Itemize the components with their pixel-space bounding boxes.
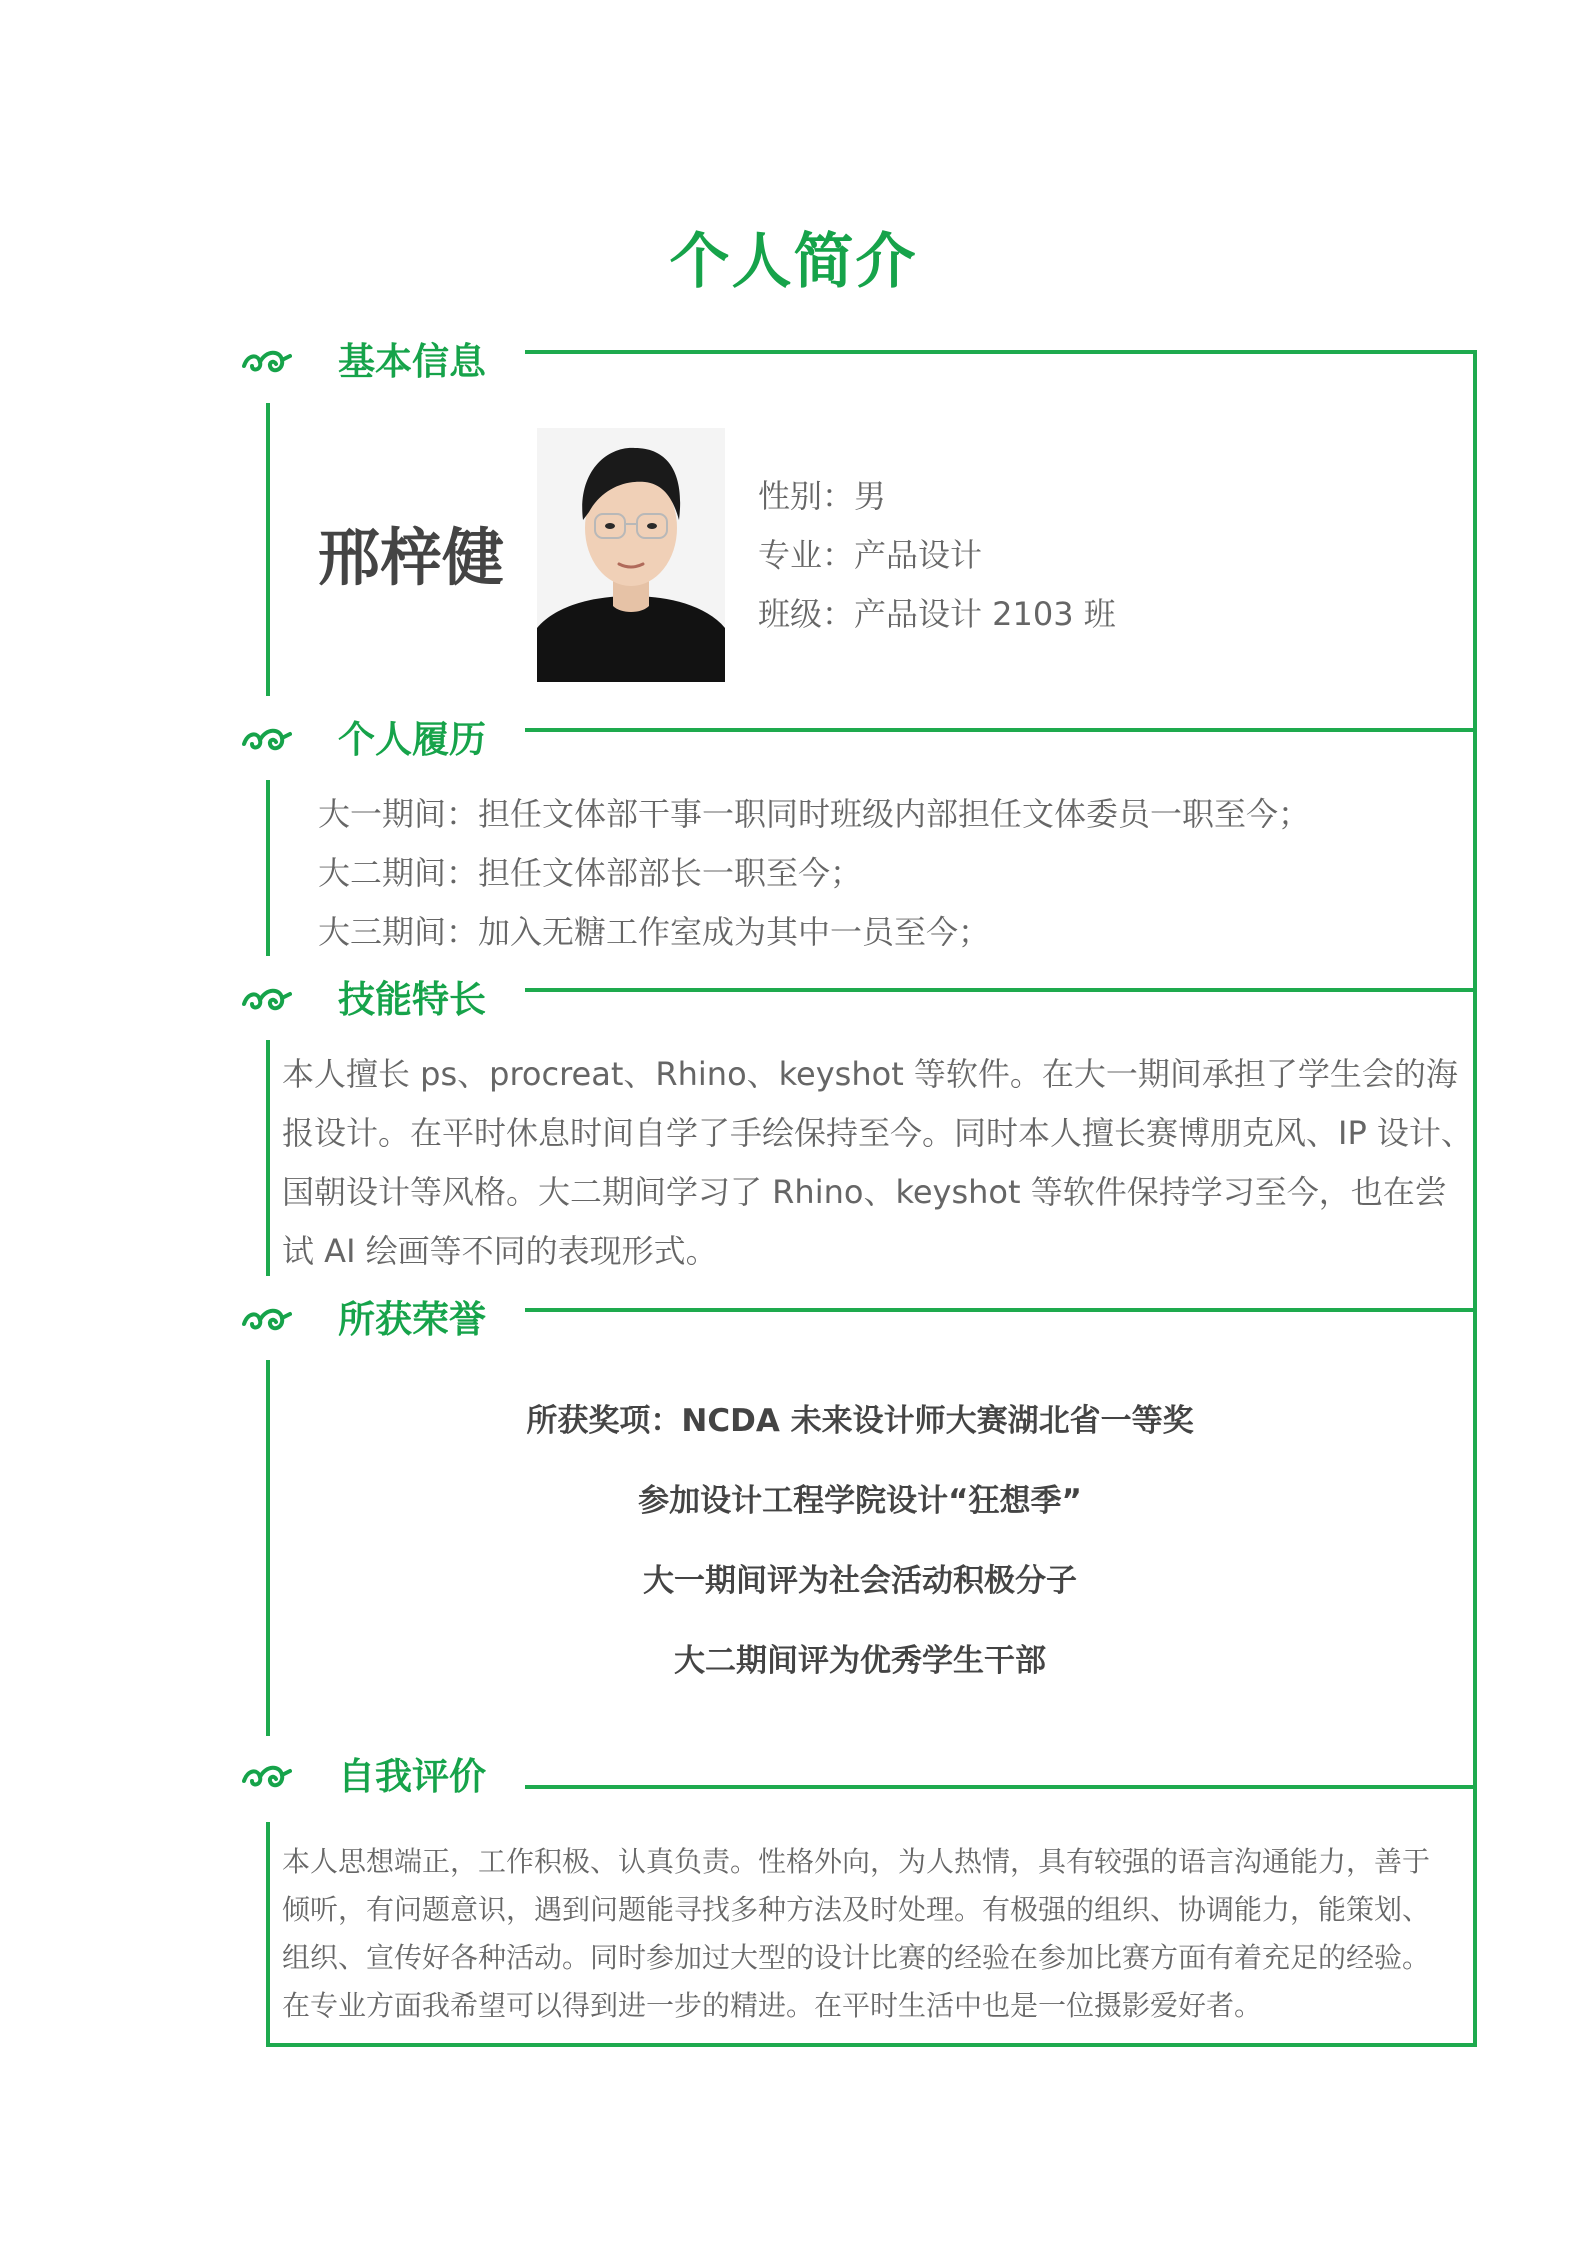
person-name: 邢梓健 <box>318 521 505 594</box>
experience-item: 大二期间：担任文体部部长一职至今； <box>318 854 863 892</box>
evaluation-text-line: 本人思想端正，工作积极、认真负责。性格外向，为人热情，具有较强的语言沟通能力，善于 <box>282 1845 1431 1878</box>
section-title-skills: 技能特长 <box>338 978 486 1021</box>
profile-photo <box>537 428 725 682</box>
basic-header-line <box>525 350 1477 354</box>
swirl-ornament-icon <box>240 724 292 758</box>
skills-header-line <box>525 988 1477 992</box>
info-class: 班级：产品设计 2103 班 <box>758 595 1116 633</box>
evaluation-header-line <box>525 1785 1477 1789</box>
experience-header-line <box>525 728 1477 732</box>
honors-header-line <box>525 1308 1477 1312</box>
skills-text-line: 国朝设计等风格。大二期间学习了 Rhino、keyshot 等软件保持学习至今，也在尝 <box>282 1173 1447 1211</box>
evaluation-text-line: 在专业方面我希望可以得到进一步的精进。在平时生活中也是一位摄影爱好者。 <box>282 1989 1263 2022</box>
skills-text-line: 报设计。在平时休息时间自学了手绘保持至今。同时本人擅长赛博朋克风、IP 设计、 <box>282 1114 1473 1152</box>
evaluation-text-line: 组织、宣传好各种活动。同时参加过大型的设计比赛的经验在参加比赛方面有着充足的经验。 <box>282 1941 1431 1974</box>
experience-item: 大三期间：加入无糖工作室成为其中一员至今； <box>318 913 991 951</box>
swirl-ornament-icon <box>240 1761 292 1795</box>
section-title-experience: 个人履历 <box>338 718 486 761</box>
section-title-evaluation: 自我评价 <box>338 1755 486 1798</box>
info-major: 专业：产品设计 <box>758 536 983 574</box>
basic-left-line <box>266 403 270 696</box>
section-title-basic: 基本信息 <box>338 340 486 383</box>
experience-left-line <box>266 780 270 956</box>
experience-item: 大一期间：担任文体部干事一职同时班级内部担任文体委员一职至今； <box>318 795 1311 833</box>
honor-item: 参加设计工程学院设计“狂想季” <box>638 1483 1082 1519</box>
frame-right-border <box>1473 350 1477 2047</box>
evaluation-text-line: 倾听，有问题意识，遇到问题能寻找多种方法及时处理。有极强的组织、协调能力，能策划、 <box>282 1893 1431 1926</box>
honor-item: 大一期间评为社会活动积极分子 <box>643 1563 1077 1599</box>
evaluation-left-line <box>266 1822 270 2047</box>
honor-item: 所获奖项：NCDA 未来设计师大赛湖北省一等奖 <box>526 1403 1194 1439</box>
swirl-ornament-icon <box>240 1304 292 1338</box>
info-gender: 性别：男 <box>758 477 887 515</box>
honor-item: 大二期间评为优秀学生干部 <box>674 1643 1046 1679</box>
skills-left-line <box>266 1040 270 1276</box>
skills-text-line: 试 AI 绘画等不同的表现形式。 <box>282 1232 718 1270</box>
section-title-honors: 所获荣誉 <box>338 1298 486 1341</box>
swirl-ornament-icon <box>240 346 292 380</box>
swirl-ornament-icon <box>240 984 292 1018</box>
skills-text-line: 本人擅长 ps、procreat、Rhino、keyshot 等软件。在大一期间承担了学生会的海 <box>282 1055 1458 1093</box>
frame-bottom-border <box>266 2043 1477 2047</box>
page-title: 个人简介 <box>669 227 918 297</box>
